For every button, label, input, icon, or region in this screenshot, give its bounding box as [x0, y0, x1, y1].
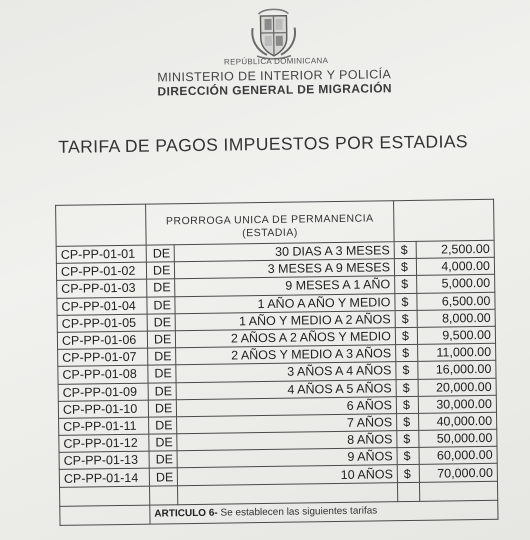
directorate-name: DIRECCIÓN GENERAL DE MIGRACIÓN — [157, 81, 393, 99]
currency-symbol: $ — [396, 396, 418, 413]
heading-text: PRORROGA UNICA DE PERMANENCIA — [165, 212, 374, 228]
currency-symbol: $ — [396, 345, 418, 362]
currency-symbol: $ — [397, 413, 419, 430]
fee-period: 6 AÑOS — [176, 396, 396, 416]
fee-de: DE — [147, 314, 175, 332]
fee-period: 3 MESES A 9 MESES — [174, 259, 394, 279]
coat-of-arms-icon — [248, 6, 299, 61]
fee-amount: 4,000.00 — [416, 257, 494, 275]
header-empty-cell — [394, 199, 495, 241]
fee-code: CP-PP-01-10 — [58, 400, 148, 418]
table-header-row — [56, 199, 495, 246]
fee-code: CP-PP-01-12 — [59, 434, 149, 452]
fee-period: 4 AÑOS A 5 AÑOS — [176, 379, 396, 399]
fee-code: CP-PP-01-14 — [59, 469, 149, 487]
fee-de: DE — [149, 468, 177, 486]
table-heading — [146, 201, 395, 245]
article-text: Se establecen las siguientes tarifas — [217, 505, 378, 519]
empty-cell — [419, 481, 497, 501]
fee-de: DE — [149, 451, 177, 469]
fee-amount: 70,000.00 — [419, 464, 497, 482]
fee-code: CP-PP-01-13 — [59, 451, 149, 469]
currency-symbol: $ — [396, 379, 418, 396]
fee-de: DE — [148, 382, 176, 400]
header-empty-cell — [56, 204, 147, 246]
currency-symbol: $ — [395, 293, 417, 310]
currency-symbol: $ — [397, 465, 419, 482]
currency-symbol: $ — [397, 430, 419, 447]
fee-code: CP-PP-01-01 — [56, 245, 146, 263]
fee-period: 3 AÑOS A 4 AÑOS — [176, 362, 396, 382]
fee-amount: 5,000.00 — [417, 275, 495, 293]
empty-cell — [60, 505, 150, 525]
fee-code: CP-PP-01-11 — [59, 417, 149, 435]
fee-amount: 50,000.00 — [419, 429, 497, 447]
fee-de: DE — [148, 365, 176, 383]
fee-amount: 2,500.00 — [416, 240, 494, 258]
fee-code: CP-PP-01-03 — [57, 280, 147, 298]
ministry-name: MINISTERIO DE INTERIOR Y POLICÍA — [157, 67, 392, 85]
fee-code: CP-PP-01-04 — [57, 297, 147, 315]
empty-cell — [60, 486, 150, 506]
fee-amount: 9,500.00 — [417, 326, 495, 344]
currency-symbol: $ — [397, 448, 419, 465]
fee-de: DE — [149, 434, 177, 452]
fee-de: DE — [147, 331, 175, 349]
fee-amount: 16,000.00 — [418, 361, 496, 379]
fee-period: 2 AÑOS A 2 AÑOS Y MEDIO — [175, 328, 395, 348]
fee-de: DE — [148, 399, 176, 417]
fee-code: CP-PP-01-05 — [57, 314, 147, 332]
currency-symbol: $ — [395, 276, 417, 293]
fee-amount: 40,000.00 — [419, 412, 497, 430]
fee-amount: 30,000.00 — [418, 395, 496, 413]
fee-code: CP-PP-01-08 — [58, 365, 148, 383]
currency-symbol: $ — [396, 362, 418, 379]
fee-amount: 6,500.00 — [417, 292, 495, 310]
fee-code: CP-PP-01-07 — [58, 348, 148, 366]
currency-symbol: $ — [395, 310, 417, 327]
fee-period: 2 AÑOS Y MEDIO A 3 AÑOS — [176, 345, 396, 365]
fee-period: 7 AÑOS — [177, 414, 397, 434]
fee-period: 8 AÑOS — [177, 431, 397, 451]
subheading-text: (ESTADIA) — [242, 226, 298, 240]
fee-de: DE — [147, 279, 175, 297]
fee-amount: 11,000.00 — [418, 343, 496, 361]
fee-table — [55, 199, 498, 526]
fee-de: DE — [149, 417, 177, 435]
fee-de: DE — [148, 348, 176, 366]
currency-symbol: $ — [394, 259, 416, 276]
document-title: TARIFA DE PAGOS IMPUESTOS POR ESTADIAS — [58, 131, 469, 157]
fee-de: DE — [147, 296, 175, 314]
empty-cell — [397, 482, 419, 501]
fee-code: CP-PP-01-06 — [57, 331, 147, 349]
currency-symbol: $ — [395, 327, 417, 344]
article-cell — [150, 500, 498, 524]
fee-amount: 60,000.00 — [419, 447, 497, 465]
fee-amount: 8,000.00 — [417, 309, 495, 327]
fee-period: 30 DIAS A 3 MESES — [174, 242, 394, 262]
fee-code: CP-PP-01-09 — [58, 383, 148, 401]
fee-code: CP-PP-01-02 — [56, 262, 146, 280]
fee-period: 9 AÑOS — [177, 448, 397, 468]
fee-period: 9 MESES A 1 AÑO — [175, 276, 395, 296]
fee-period: 10 AÑOS — [177, 465, 397, 485]
fee-period: 1 AÑO Y MEDIO A 2 AÑOS — [175, 310, 395, 330]
country-name: REPÚBLICA DOMINICANA — [223, 56, 329, 67]
fee-de: DE — [146, 262, 174, 280]
fee-period: 1 AÑO A AÑO Y MEDIO — [175, 293, 395, 313]
empty-cell — [150, 485, 178, 504]
currency-symbol: $ — [394, 241, 416, 258]
fee-amount: 20,000.00 — [418, 378, 496, 396]
article-label: ARTICULO 6- — [154, 507, 218, 520]
fee-de: DE — [146, 245, 174, 263]
